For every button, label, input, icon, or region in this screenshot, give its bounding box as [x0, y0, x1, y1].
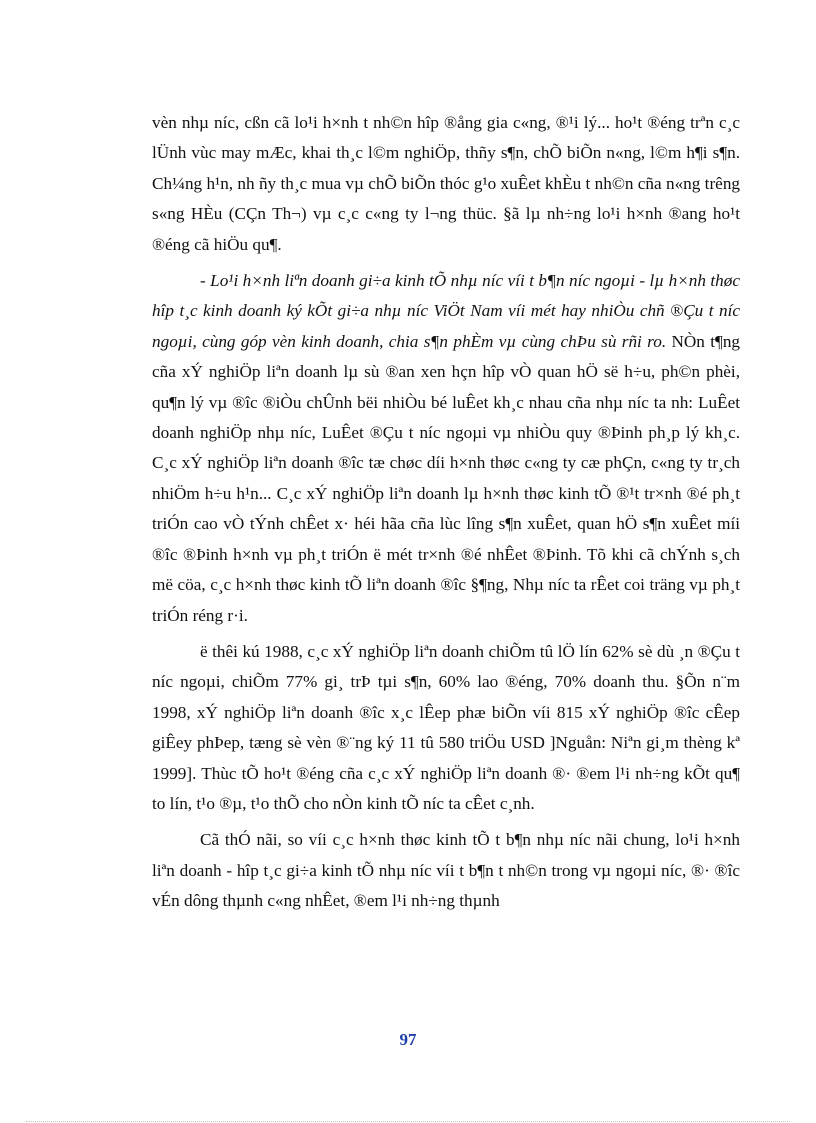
paragraph-4: [152, 825, 740, 916]
text-line: s¶n xuÊet míi ®îc ®Þinh h×nh vµ ph¸t triÓn ë mét tr×nh ®é nhÊet ®Þinh. Tõ: [152, 514, 740, 564]
text-line: ®é ph¸t triÓn cao vÒ tÝnh chÊet x· héi hãa cña lùc lîng s¶n xuÊet, quan hÖ: [152, 483, 741, 534]
paragraph-3: [152, 637, 740, 819]
document-body: [152, 108, 740, 923]
text-line: doanh thu. §Õn n¨m 1998, xÝ nghiÖp liªn doanh ®îc x¸c lÊep phæ biÕn víi: [152, 672, 741, 722]
italic-text-line: lµ h×nh thøc hîp t¸c kinh doanh ký kÕt gi÷a nhµ níc ViÖt Nam víi mét hay: [152, 271, 740, 321]
text-line: NÒn t¶ng cña xÝ nghiÖp liªn doanh lµ sù ®an xen hçn: [152, 331, 741, 382]
text-line: hîp vÒ quan hÖ së h÷u, ph©n phèi, qu¶n lý vµ ®îc ®iÒu chÛnh bëi: [152, 362, 741, 412]
italic-text-line: cùng chÞu sù rñi ro.: [521, 331, 667, 351]
text-line: nhiÒu bé luÊet kh¸c nhau cña nhµ níc ta nh: LuÊet doanh nghiÖp nhµ níc,: [152, 392, 741, 443]
text-line: ¸n ®Çu t níc ngoµi, chiÕm 77% gi¸ trÞ tµi s¶n, 60% lao ®éng, 70%: [152, 641, 740, 692]
text-line: khi cã chÝnh s¸ch më cöa, c¸c h×nh thøc kinh tÕ liªn doanh ®îc §¶ng,: [152, 544, 740, 595]
text-line: ë thêi kú 1988, c¸c xÝ nghiÖp liªn doanh chiÕm tû lÖ lín 62% sè dù: [200, 641, 675, 661]
italic-text-line: - Lo¹i h×nh liªn doanh gi÷a kinh tÕ nhµ níc víi t b¶n níc ngoµi -: [200, 271, 646, 291]
text-line: USD ]Nguån: Niªn gi¸m thèng kª 1999]. Thùc tÕ ho¹t ®éng cña c¸c xÝ: [152, 733, 740, 783]
text-line: lo¹i h×nh liªn doanh - hîp t¸c gi÷a kinh tÕ nhµ níc víi t b¶n t nh©n trong: [152, 830, 740, 880]
text-line: liªn doanh ®îc tæ chøc díi h×nh thøc c«ng ty cæ phÇn, c«ng ty tr¸ch: [263, 453, 740, 473]
text-line: ty l¬ng thüc. §ã lµ nh÷ng lo¹i h×nh ®ang ho¹t ®éng cã hiÖu qu¶.: [152, 204, 741, 254]
text-line: nhiÖm h÷u h¹n... C¸c xÝ nghiÖp liªn doanh lµ h×nh thøc kinh tÕ ®¹t tr×nh: [152, 483, 682, 503]
paragraph-1: [152, 108, 740, 260]
text-line: Cã thÓ nãi, so víi c¸c h×nh thøc kinh tÕ t b¶n nhµ níc nãi chung,: [200, 830, 670, 850]
paragraph-2: [152, 266, 740, 631]
text-line: nÒn kinh tÕ níc ta cÊet c¸nh.: [332, 793, 535, 813]
text-line: ®éng trªn c¸c lÜnh vùc may mÆc, khai th¸c l©m nghiÖp, thñy s¶n, chÕ: [152, 113, 740, 163]
text-line: 815 xÝ nghiÖp ®îc cÊep giÊey phÞep, tæng sè vèn ®¨ng ký 11 tû 580 triÖu: [152, 702, 740, 753]
text-line: Nhµ níc ta rÊet coi träng vµ ph¸t triÓn réng r·i.: [152, 575, 741, 625]
page-number: 97: [399, 1030, 417, 1049]
text-line: vµ ngoµi níc, ®· ®îc vÉn dông thµnh c«ng nhÊet, ®em l¹i nh÷ng thµnh: [152, 860, 741, 911]
text-line: biÕn n«ng, l©m h¶i s¶n. Ch¼ng h¹n, nh ñy th¸c mua vµ chÕ biÕn thóc: [152, 143, 741, 193]
text-line: vèn nhµ níc, cßn cã lo¹i h×nh t nh©n hîp ®ång gia c«ng, ®¹i lý... ho¹t: [152, 113, 643, 132]
text-line: g¹o xuÊet khÈu t nh©n cña n«ng trêng s«ng HÈu (CÇn Th¬) vµ c¸c c«ng: [152, 173, 741, 224]
text-line: LuÊet ®Çu t níc ngoµi vµ nhiÒu quy ®Þinh ph¸p lý kh¸c. C¸c xÝ nghiÖp: [152, 423, 741, 473]
text-line: nghiÖp liªn doanh ®· ®em l¹i nh÷ng kÕt qu¶ to lín, t¹o ®µ, t¹o thÕ cho: [152, 763, 741, 813]
page-bottom-divider: [26, 1121, 790, 1122]
italic-text-line: nhiÒu chñ ®Çu t níc ngoµi, cùng góp vèn kinh doanh, chia s¶n phÈm vµ: [152, 301, 740, 351]
